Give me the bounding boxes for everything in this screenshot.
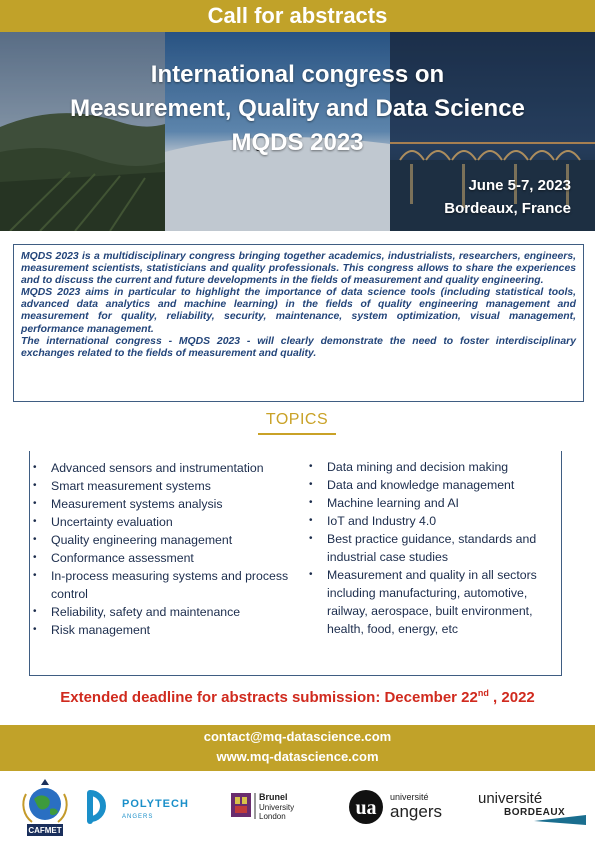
topic-item: • Reliability, safety and maintenance [33, 603, 308, 621]
website-link[interactable]: www.mq-datascience.com [216, 749, 379, 764]
angers-logo-text-1: université [390, 792, 429, 802]
topic-item: • Conformance assessment [33, 549, 308, 567]
title-line-1: International congress on [150, 61, 445, 88]
svg-text:ua: ua [355, 797, 377, 819]
topic-item: • Measurement and quality in all sectors including manufacturing, automotive, railway, aerospace, built environment, health, food, energy, etc [309, 566, 557, 638]
topic-item: • IoT and Industry 4.0 [309, 512, 557, 530]
cafmet-logo [20, 779, 70, 837]
bordeaux-logo-text-1: université [478, 790, 543, 807]
polytech-logo-subtext: ANGERS [122, 814, 154, 820]
contact-email-link[interactable]: contact@mq-datascience.com [203, 729, 392, 744]
topic-item: • Measurement systems analysis [33, 495, 308, 513]
topic-item: • Uncertainty evaluation [33, 513, 308, 531]
angers-logo [348, 781, 456, 831]
event-info [444, 174, 571, 220]
partner-logos [0, 771, 595, 842]
banner-title: Call for abstracts [207, 3, 388, 28]
title-line-3: MQDS 2023 [231, 129, 364, 156]
event-location: Bordeaux, France [444, 200, 571, 217]
brunel-logo-text-1: Brunel [259, 792, 288, 802]
cafmet-logo-text: CAFMET [28, 826, 62, 835]
angers-logo-text-2: angers [390, 802, 442, 821]
topic-item: • In-process measuring systems and process control [33, 567, 308, 603]
topic-item: • Data and knowledge management [309, 476, 557, 494]
deadline-ordinal: nd [477, 688, 489, 698]
polytech-logo [86, 785, 208, 827]
deadline-year: , 2022 [493, 689, 535, 706]
intro-paragraph-1: MQDS 2023 is a multidisciplinary congress bringing together academics, industrialists, researchers, engineers, measurement scientists, statisticians and quality professionals. This congress allows to share the experiences and to discuss the current and future developments in the fields of measurement and quality engineering. [21, 251, 576, 287]
intro-paragraph-2: MQDS 2023 aims in particular to highlight the importance of data science tools (including statistical tools, advanced data analytics and machine learning) in the fields of quality engineering management and measurement for quality, reliability, security, maintenance, system optimization, visual management, performance management. [21, 287, 576, 335]
polytech-logo-text: POLYTECH [122, 798, 189, 810]
topics-heading-underline [258, 433, 336, 435]
brunel-logo [228, 785, 320, 827]
topic-item: • Best practice guidance, standards and industrial case studies [309, 530, 557, 566]
topic-item: • Smart measurement systems [33, 477, 308, 495]
call-for-abstracts-banner [0, 0, 595, 32]
congress-title [0, 58, 595, 160]
topics-list-right [309, 458, 557, 638]
bordeaux-logo [474, 785, 590, 831]
bordeaux-logo-text-2: BORDEAUX [504, 807, 566, 818]
topic-item: • Risk management [33, 621, 308, 639]
topic-item: • Data mining and decision making [309, 458, 557, 476]
topic-item: • Machine learning and AI [309, 494, 557, 512]
intro-paragraph-3: The international congress - MQDS 2023 - will clearly demonstrate the need to foster interdisciplinary exchanges related to the fields of measurement and quality. [21, 335, 576, 359]
title-line-2: Measurement, Quality and Data Science [70, 95, 525, 122]
hero-banner [0, 32, 595, 231]
topics-list-left [33, 459, 308, 639]
topics-heading: TOPICS [265, 411, 329, 428]
brunel-logo-text-2: University [259, 803, 295, 812]
intro-box [13, 244, 584, 402]
topic-item: • Quality engineering management [33, 531, 308, 549]
brunel-logo-text-3: London [259, 812, 286, 821]
event-dates: June 5-7, 2023 [468, 177, 571, 194]
deadline-text: Extended deadline for abstracts submission: December 22 [60, 689, 478, 706]
contact-band [0, 725, 595, 771]
topic-item: • Advanced sensors and instrumentation [33, 459, 308, 477]
deadline-notice [0, 688, 595, 708]
